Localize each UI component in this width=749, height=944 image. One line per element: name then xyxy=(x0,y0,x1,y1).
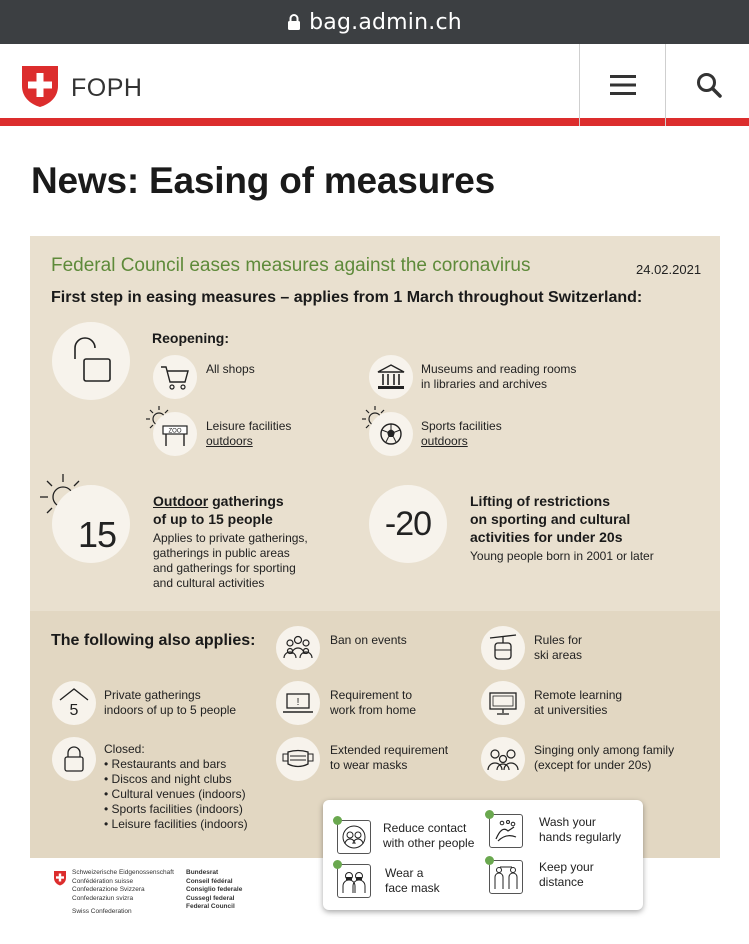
check-icon xyxy=(485,810,494,819)
youth-title: Lifting of restrictions on sporting and cultural activities for under 20s xyxy=(470,493,631,545)
search-icon xyxy=(696,72,722,98)
cable-car-icon xyxy=(481,626,525,670)
tip-wear-mask: Wear a face mask xyxy=(385,866,440,895)
url-text: bag.admin.ch xyxy=(309,9,462,35)
svg-text:5: 5 xyxy=(69,702,79,719)
monitor-icon xyxy=(481,681,525,725)
swiss-shield-logo[interactable] xyxy=(20,64,60,113)
check-icon xyxy=(333,860,342,869)
infographic-headline: Federal Council eases measures against the coronavirus xyxy=(51,255,531,276)
work-from-home-label: Requirement to work from home xyxy=(330,688,417,717)
page-title: News: Easing of measures xyxy=(31,160,496,201)
tip-wash-hands: Wash your hands regularly xyxy=(539,815,622,844)
tip-reduce-contact: Reduce contact with other people xyxy=(383,821,475,850)
keep-distance-icon xyxy=(489,860,523,894)
confederation-names: Schweizerische Eidgenossenschaft Confédération suisse Confederazione Svizzera Confederaziun svizra xyxy=(72,869,174,902)
closed-list: Closed: • Restaurants and bars • Discos and night clubs • Cultural venues (indoors) • Sports facilities (indoors) • Leisure facilities (indoors) xyxy=(104,742,248,831)
under-20-badge xyxy=(369,485,447,563)
reduce-contact-icon xyxy=(337,820,371,854)
hand-wash-icon xyxy=(489,814,523,848)
swiss-shield-logo xyxy=(53,870,67,886)
federal-council-names: Bundesrat Conseil fédéral Consiglio federale Cussegl federal Federal Council xyxy=(186,869,243,910)
infographic-date: 24.02.2021 xyxy=(636,262,702,277)
hamburger-menu-icon xyxy=(610,75,636,95)
hygiene-tips-card xyxy=(323,800,643,910)
private-gatherings-label: Private gatherings indoors of up to 5 people xyxy=(104,688,237,717)
check-icon xyxy=(485,856,494,865)
unlocked-padlock-icon xyxy=(52,322,130,400)
padlock-icon xyxy=(52,737,96,781)
browser-url-bar[interactable] xyxy=(0,0,749,44)
site-header xyxy=(0,44,749,126)
svg-text:ZOO: ZOO xyxy=(168,428,182,435)
laptop-icon xyxy=(276,681,320,725)
also-applies-title: The following also applies: xyxy=(51,632,256,649)
museum-icon xyxy=(369,355,413,399)
wear-mask-icon xyxy=(337,864,371,898)
masks-label: Extended requirement to wear masks xyxy=(330,743,449,772)
house-icon xyxy=(52,681,96,725)
ball-icon xyxy=(369,412,413,456)
reopening-title: Reopening: xyxy=(152,330,229,346)
shopping-cart-icon xyxy=(153,355,197,399)
crowd-icon xyxy=(276,626,320,670)
reopen-museums-label: Museums and reading rooms in libraries and archives xyxy=(421,362,577,391)
infographic-subheadline: First step in easing measures – applies from 1 March throughout Switzerland: xyxy=(51,289,643,306)
swiss-confederation-label: Swiss Confederation xyxy=(72,908,132,915)
gathering-number: 15 xyxy=(77,514,117,555)
menu-button[interactable] xyxy=(579,44,665,126)
zoo-icon xyxy=(153,412,197,456)
family-icon xyxy=(481,737,525,781)
face-mask-icon xyxy=(276,737,320,781)
gatherings-title: Outdoor gatherings of up to 15 people xyxy=(153,493,284,527)
reopen-shops-label: All shops xyxy=(206,362,255,376)
reopen-sports-label: Sports facilities outdoors xyxy=(421,419,502,448)
svg-text:!: ! xyxy=(296,697,300,708)
ski-areas-label: Rules for ski areas xyxy=(534,633,583,662)
gathering-count-badge xyxy=(52,485,130,563)
gatherings-description: Applies to private gatherings, gatherings in public areas and gatherings for sporting and cultural activities xyxy=(153,531,308,590)
ban-events-label: Ban on events xyxy=(330,633,407,647)
remote-learning-label: Remote learning at universities xyxy=(534,688,623,717)
under-20-number: -20 xyxy=(384,504,432,543)
tip-keep-distance: Keep your distance xyxy=(539,860,594,889)
search-button[interactable] xyxy=(665,44,749,126)
youth-description: Young people born in 2001 or later xyxy=(470,549,654,563)
lock-icon xyxy=(287,13,301,31)
reopen-leisure-label: Leisure facilities outdoors xyxy=(206,419,292,448)
brand-name[interactable]: FOPH xyxy=(71,74,143,102)
singing-label: Singing only among family (except for under 20s) xyxy=(534,743,675,772)
check-icon xyxy=(333,816,342,825)
